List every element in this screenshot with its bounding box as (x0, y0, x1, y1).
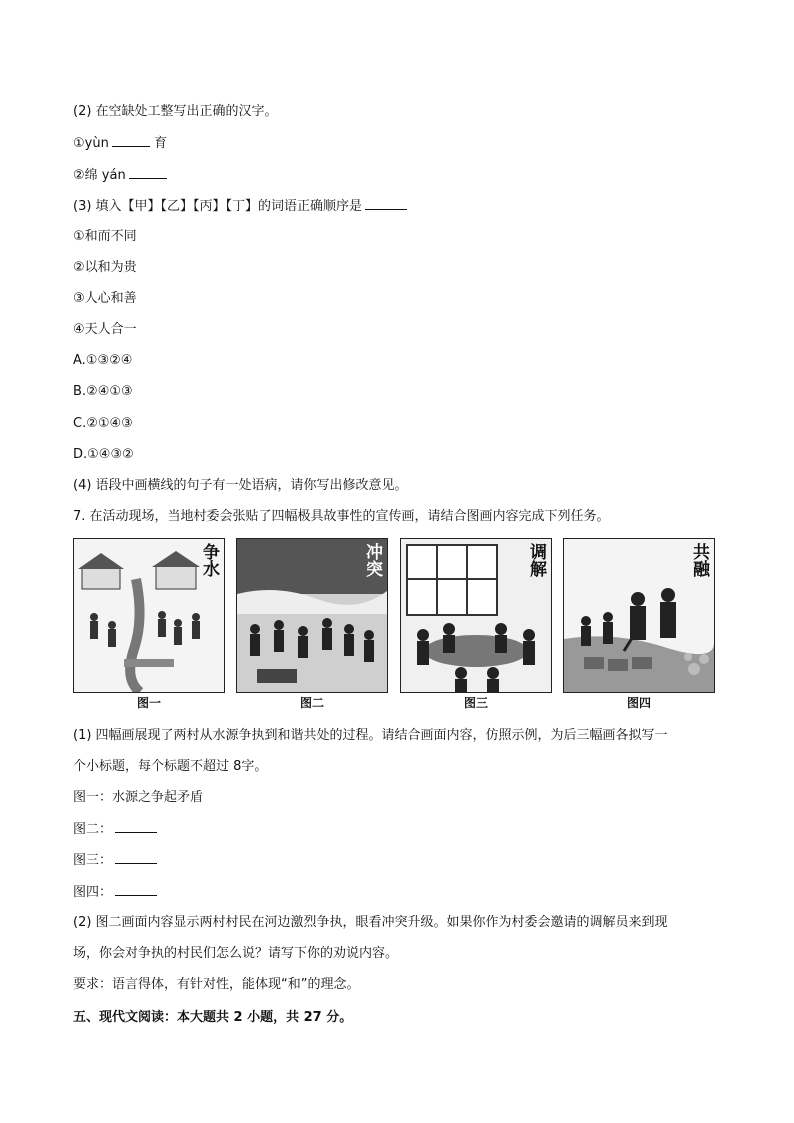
panel-caption: 图三 (463, 696, 488, 710)
question-6-2b (73, 166, 167, 185)
choice-b: B.②④①③ (73, 384, 133, 399)
question-6-2a (73, 134, 167, 153)
figure-3-answer (73, 851, 157, 870)
answer-blank[interactable] (115, 851, 157, 864)
section-5-heading: 五、现代文阅读：本大题共 2 小题，共 27 分。 (73, 1010, 353, 1025)
panel-caption: 图一 (136, 696, 161, 710)
question-7-1-line2: 个小标题，每个标题不超过 8字。 (73, 759, 268, 774)
panel-4 (563, 538, 715, 713)
conflict-illustration-icon (236, 538, 388, 693)
pinyin-yan: ②绵 yán (73, 168, 126, 183)
answer-blank[interactable] (365, 197, 407, 210)
village-river-illustration-icon (73, 538, 225, 693)
figure-2-label: 图二： (73, 822, 113, 837)
figure-4-answer (73, 883, 157, 902)
answer-blank[interactable] (112, 134, 150, 147)
answer-blank[interactable] (115, 883, 157, 896)
answer-blank[interactable] (129, 166, 167, 179)
figure-4-label: 图四： (73, 885, 113, 900)
option-1: ①和而不同 (73, 229, 137, 244)
choice-a: A.①③②④ (73, 353, 133, 368)
panel-caption: 图二 (299, 696, 324, 710)
panel-title: 共融 (689, 543, 709, 577)
question-7-1-line1: (1) 四幅画展现了两村从水源争执到和谐共处的过程。请结合画面内容，仿照示例，为后三幅画各拟写一 (73, 728, 668, 743)
panel-3 (400, 538, 552, 713)
choice-c: C.②①④③ (73, 416, 133, 431)
answer-blank[interactable] (115, 820, 157, 833)
panel-title: 争水 (199, 543, 219, 577)
option-3: ③人心和善 (73, 291, 137, 306)
question-6-2: (2) 在空缺处工整写出正确的汉字。 (73, 104, 278, 119)
panel-caption: 图四 (626, 696, 651, 710)
pinyin-yun: ①yùn (73, 136, 109, 151)
choice-d: D.①④③② (73, 447, 134, 462)
question-7-2-line1: (2) 图二画面内容显示两村村民在河边激烈争执，眼看冲突升级。如果你作为村委会邀请的调解员来到现 (73, 915, 668, 930)
question-6-4: (4) 语段中画横线的句子有一处语病，请你写出修改意见。 (73, 478, 408, 493)
meeting-table-illustration-icon (400, 538, 552, 693)
panel-2 (236, 538, 388, 713)
question-6-3-text: (3) 填入【甲】【乙】【丙】【丁】的词语正确顺序是 (73, 199, 363, 214)
option-2: ②以和为贵 (73, 260, 137, 275)
figure-1-example: 图一：水源之争起矛盾 (73, 790, 204, 805)
option-4: ④天人合一 (73, 322, 137, 337)
question-6-3 (73, 197, 407, 216)
question-7-2-requirement: 要求：语言得体，有针对性，能体现“和”的理念。 (73, 977, 360, 992)
panel-title: 调解 (526, 543, 546, 577)
question-7: 7. 在活动现场，当地村委会张贴了四幅极具故事性的宣传画，请结合图画内容完成下列任务。 (73, 509, 610, 524)
illustration-panels (73, 538, 723, 713)
char-yu: 育 (153, 136, 167, 151)
question-7-2-line2: 场，你会对争执的村民们怎么说？请写下你的劝说内容。 (73, 946, 399, 961)
panel-1 (73, 538, 225, 713)
figure-3-label: 图三： (73, 853, 113, 868)
cooperation-illustration-icon (563, 538, 715, 693)
figure-2-answer (73, 820, 157, 839)
panel-title: 冲突 (362, 543, 382, 577)
